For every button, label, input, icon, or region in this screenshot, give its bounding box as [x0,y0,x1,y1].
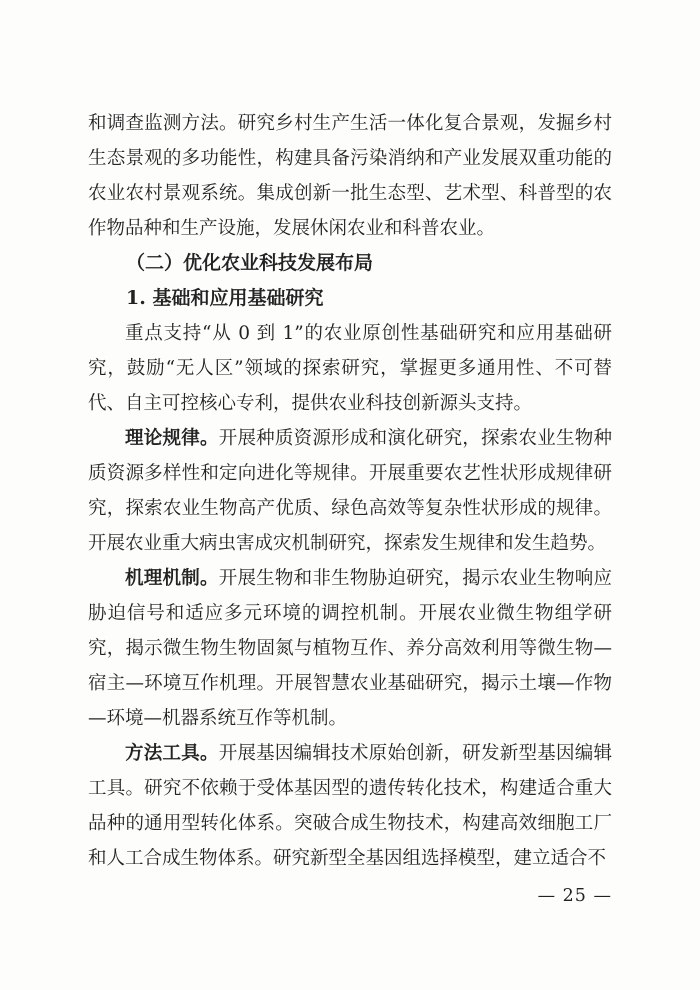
paragraph-text: 开展基因编辑技术原始创新，研发新型基因编辑工具。研究不依赖于受体基因型的遗传转化技术，构建适合重大品种的通用型转化体系。突破合成生物技术，构建高效细胞工厂和人工合成生物体系。研究新型全基因组选择模型，建立适合不 [88,743,612,869]
paragraph [88,316,612,421]
paragraph [88,561,612,736]
paragraph-lead-term: 理论规律。 [125,428,219,449]
paragraph-continuation [88,106,612,246]
paragraph-text: 开展生物和非生物胁迫研究，揭示农业生物响应胁迫信号和适应多元环境的调控机制。开展农业微生物组学研究，揭示微生物生物固氮与植物互作、养分高效利用等微生物—宿主—环境互作机理。开展智慧农业基础研究，揭示土壤—作物—环境—机器系统互作等机制。 [88,568,612,729]
section-heading-l3 [88,281,612,316]
paragraph-text: 开展种质资源形成和演化研究，探索农业生物种质资源多样性和定向进化等规律。开展重要农艺性状形成规律研究，探索农业生物高产优质、绿色高效等复杂性状形成的规律。开展农业重大病虫害成灾机制研究，探索发生规律和发生趋势。 [88,428,612,554]
paragraph-text: 重点支持“从 0 到 1”的农业原创性基础研究和应用基础研究，鼓励“无人区”领域的探索研究，掌握更多通用性、不可替代、自主可控核心专利，提供农业科技创新源头支持。 [88,323,612,414]
paragraph-lead-term: 方法工具。 [125,743,219,764]
section-heading-l2 [88,246,612,281]
paragraph [88,421,612,561]
paragraph-lead-term: 机理机制。 [125,568,219,589]
heading-text: （二）优化农业科技发展布局 [126,252,374,274]
heading-text: 1. 基础和应用基础研究 [126,287,324,309]
document-body [88,106,612,876]
paragraph-text: 和调查监测方法。研究乡村生产生活一体化复合景观，发掘乡村生态景观的多功能性，构建具备污染消纳和产业发展双重功能的农业农村景观系统。集成创新一批生态型、艺术型、科普型的农作物品种和生产设施，发展休闲农业和科普农业。 [88,113,612,239]
page-number: — 25 — [537,886,612,906]
paragraph [88,736,612,876]
page-footer [88,884,612,908]
